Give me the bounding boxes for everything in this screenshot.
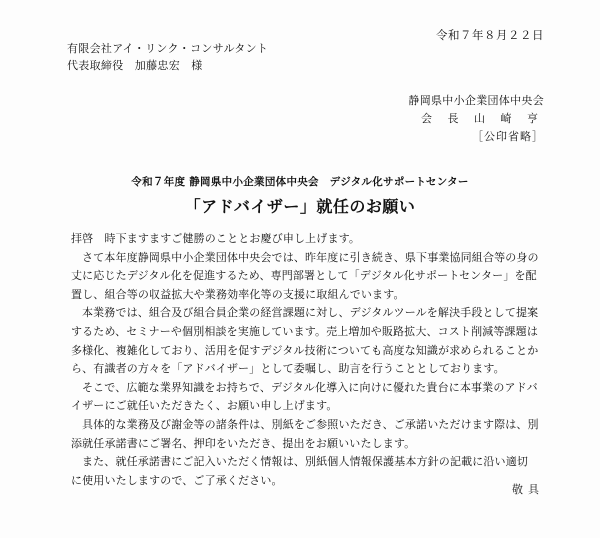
sender-organization: 静岡県中小企業団体中央会 bbox=[408, 94, 544, 107]
recipient-representative: 代表取締役 加藤忠宏 様 bbox=[67, 59, 203, 72]
letter-subtitle: 令和７年度 静岡県中小企業団体中央会 デジタル化サポートセンター bbox=[131, 176, 469, 188]
seal-omitted-note: ［公印省略］ bbox=[472, 130, 544, 143]
closing-keigu: 敬具 bbox=[512, 483, 544, 496]
body-paragraph-business: 本業務では、組合及び組合員企業の経営課題に対し、デジタルツールを解決手段として提案するため、セミナーや個別相談を実施しています。売上増加や販路拡大、コスト削減等課題は多様化、複雑化しており、活用を促すデジタル技術についても高度な知識が求められることから、有識者の方々を「アドバイザー」として委嘱し、助言を行うこととしております。 bbox=[71, 306, 539, 376]
sender-president: 会 長 山 崎 亨 bbox=[421, 112, 544, 125]
body-paragraph-conditions: 具体的な業務及び謝金等の諸条件は、別紙をご参照いただき、ご承諾いただけます際は、別添就任承諾書にご署名、押印をいただき、提出をお願いいたします。 bbox=[71, 417, 539, 450]
body-paragraph-request: そこで、広範な業界知識をお持ちで、デジタル化導入に向けに優れた貴台に本事業のアドバイザーにご就任いただきたく、お願い申し上げます。 bbox=[71, 380, 538, 413]
letter-body bbox=[71, 230, 539, 490]
body-paragraph-intro: さて本年度静岡県中小企業団体中央会では、昨年度に引き続き、県下事業協同組合等の身の丈に応じたデジタル化を促進するため、専門部署として「デジタル化サポートセンター」を配置し、組合等の収益拡大や業務効率化等の支援に取組んでいます。 bbox=[71, 250, 539, 301]
greeting-paragraph: 拝啓 時下ますますご健勝のこととお慶び申し上げます。 bbox=[71, 232, 361, 245]
letter-title: 「アドバイザー」就任のお願い bbox=[184, 197, 416, 216]
recipient-company: 有限会社アイ・リンク・コンサルタント bbox=[67, 42, 269, 55]
letter-date: 令和７年８月２２日 bbox=[436, 28, 544, 42]
body-paragraph-privacy: また、就任承諾書にご記入いただく情報は、別紙個人情報保護基本方針の記載に沿い適切に使用いたしますので、ご了承ください。 bbox=[71, 455, 528, 487]
